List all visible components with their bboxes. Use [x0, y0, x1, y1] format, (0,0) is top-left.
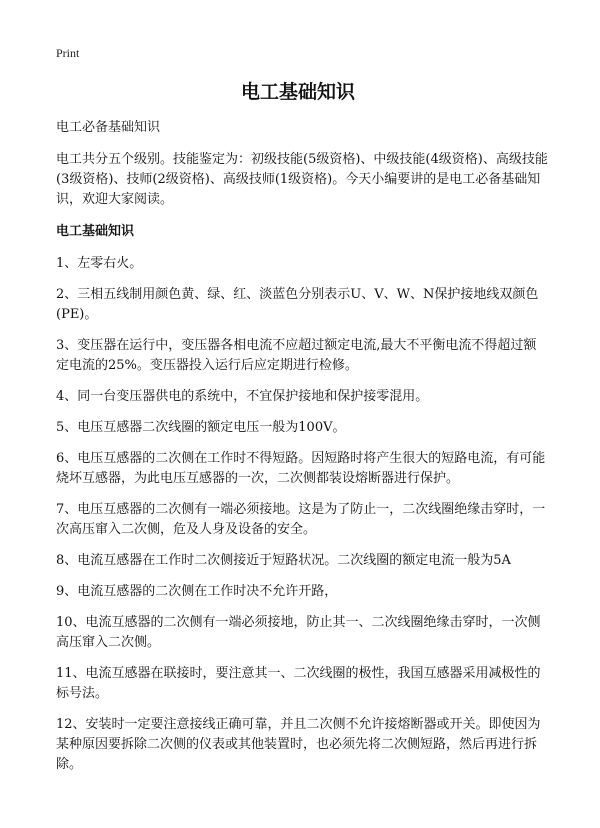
list-item: 8、电流互感器在工作时二次侧接近于短路状况。二次线圈的额定电流一般为5A: [56, 553, 511, 568]
list-item: 10、电流互感器的二次侧有一端必须接地，防止其一、二次线圈绝缘击穿时，一次侧高压窜入二次侧。: [56, 615, 541, 650]
list-item: 11、电流互感器在联接时，要注意其一、二次线圈的极性，我国互感器采用减极性的标号法。: [56, 666, 541, 701]
list-item: 2、三相五线制用颜色黄、绿、红、淡蓝色分别表示U、V、W、N保护接地线双颜色(PE)。: [56, 287, 539, 322]
list-item: 9、电流互感器的二次侧在工作时决不允许开路，: [56, 584, 338, 599]
page-title: 电工基础知识: [240, 81, 355, 103]
list-item: 12、安装时一定要注意接线正确可靠，并且二次侧不允许接熔断器或开关。即使因为某种原因要拆除二次侧的仪表或其他装置时，也必须先将二次侧短路，然后再进行拆除。: [56, 717, 541, 772]
document-subtitle: 电工必备基础知识: [56, 120, 161, 135]
list-item: 3、变压器在运行中，变压器各相电流不应超过额定电流,最大不平衡电流不得超过额定电流的25%。变压器投入运行后应定期进行检修。: [56, 338, 537, 373]
print-label[interactable]: Print: [56, 46, 80, 60]
list-item: 5、电压互感器二次线圈的额定电压一般为100V。: [56, 420, 346, 435]
list-item: 1、左零右火。: [56, 256, 143, 271]
knowledge-list: [56, 254, 548, 775]
section-heading: 电工基础知识: [56, 224, 135, 239]
list-item: 6、电压互感器的二次侧在工作时不得短路。因短路时将产生很大的短路电流，有可能烧坏互感器，为此电压互感器的一次，二次侧都装设熔断器进行保护。: [56, 451, 546, 486]
list-item: 4、同一台变压器供电的系统中，不宜保护接地和保护接零混用。: [56, 389, 429, 404]
list-item: 7、电压互感器的二次侧有一端必须接地。这是为了防止一，二次线圈绝缘击穿时，一次高压窜入二次侧，危及人身及设备的安全。: [56, 502, 546, 537]
intro-paragraph: 电工共分五个级别。技能鉴定为：初级技能(5级资格)、中级技能(4级资格)、高级技能(3级资格)、技师(2级资格)、高级技师(1级资格)。今天小编要讲的是电工必备基础知识，欢迎大家阅读。: [56, 152, 548, 207]
